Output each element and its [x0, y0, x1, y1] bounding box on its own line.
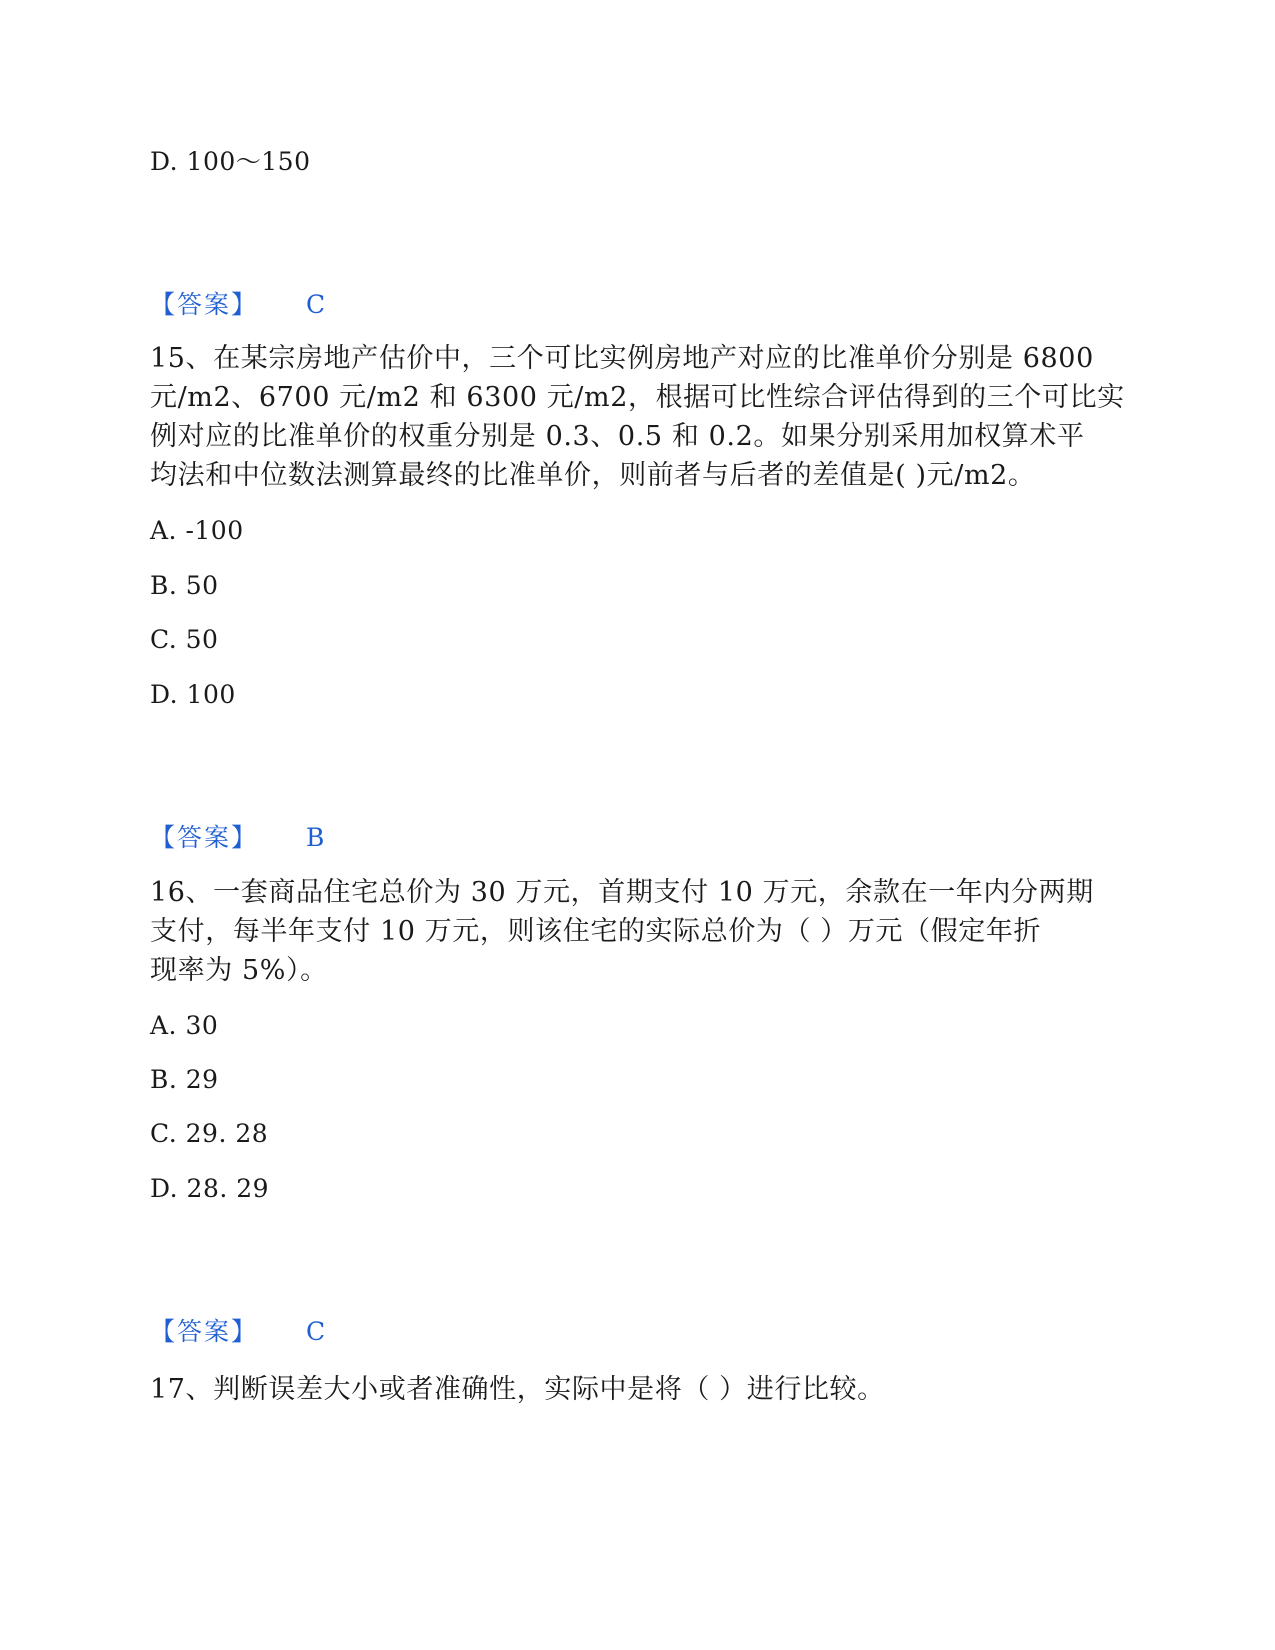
question-line: 支付，每半年支付 10 万元，则该住宅的实际总价为（ ）万元（假定年折: [150, 916, 1042, 947]
question-line: 例对应的比准单价的权重分别是 0.3、0.5 和 0.2。如果分别采用加权算术平: [150, 421, 1085, 452]
option-a: A. -100: [150, 516, 244, 545]
answer-line: [150, 822, 324, 854]
question-line: 均法和中位数法测算最终的比准单价，则前者与后者的差值是( )元/m2。: [150, 460, 1036, 491]
answer-value: C: [306, 290, 326, 319]
question-line: 15、在某宗房地产估价中，三个可比实例房地产对应的比准单价分别是 6800: [150, 343, 1094, 374]
question-17-text: [150, 1370, 1130, 1409]
question-line: 元/m2、6700 元/m2 和 6300 元/m2，根据可比性综合评估得到的三个可比实: [150, 382, 1125, 413]
answer-tag: 【答案】: [150, 823, 259, 852]
option-c: C. 29. 28: [150, 1119, 269, 1148]
option-b: B. 29: [150, 1065, 219, 1094]
option-a: A. 30: [150, 1011, 219, 1040]
option-d-prev: D. 100～150: [150, 147, 311, 176]
question-line: 现率为 5%）。: [150, 955, 328, 986]
option-c: C. 50: [150, 625, 219, 654]
option-d: D. 100: [150, 680, 236, 709]
answer-line: [150, 289, 325, 321]
option-d: D. 28. 29: [150, 1174, 270, 1203]
question-line: 17、判断误差大小或者准确性，实际中是将（ ）进行比较。: [150, 1374, 885, 1405]
question-line: 16、一套商品住宅总价为 30 万元，首期支付 10 万元，余款在一年内分两期: [150, 877, 1094, 908]
answer-line: [150, 1316, 325, 1348]
answer-tag: 【答案】: [150, 290, 259, 319]
answer-value: B: [306, 823, 325, 852]
option-b: B. 50: [150, 571, 219, 600]
answer-value: C: [306, 1317, 326, 1346]
answer-tag: 【答案】: [150, 1317, 259, 1346]
question-15-text: [150, 339, 1130, 495]
question-16-text: [150, 873, 1130, 990]
